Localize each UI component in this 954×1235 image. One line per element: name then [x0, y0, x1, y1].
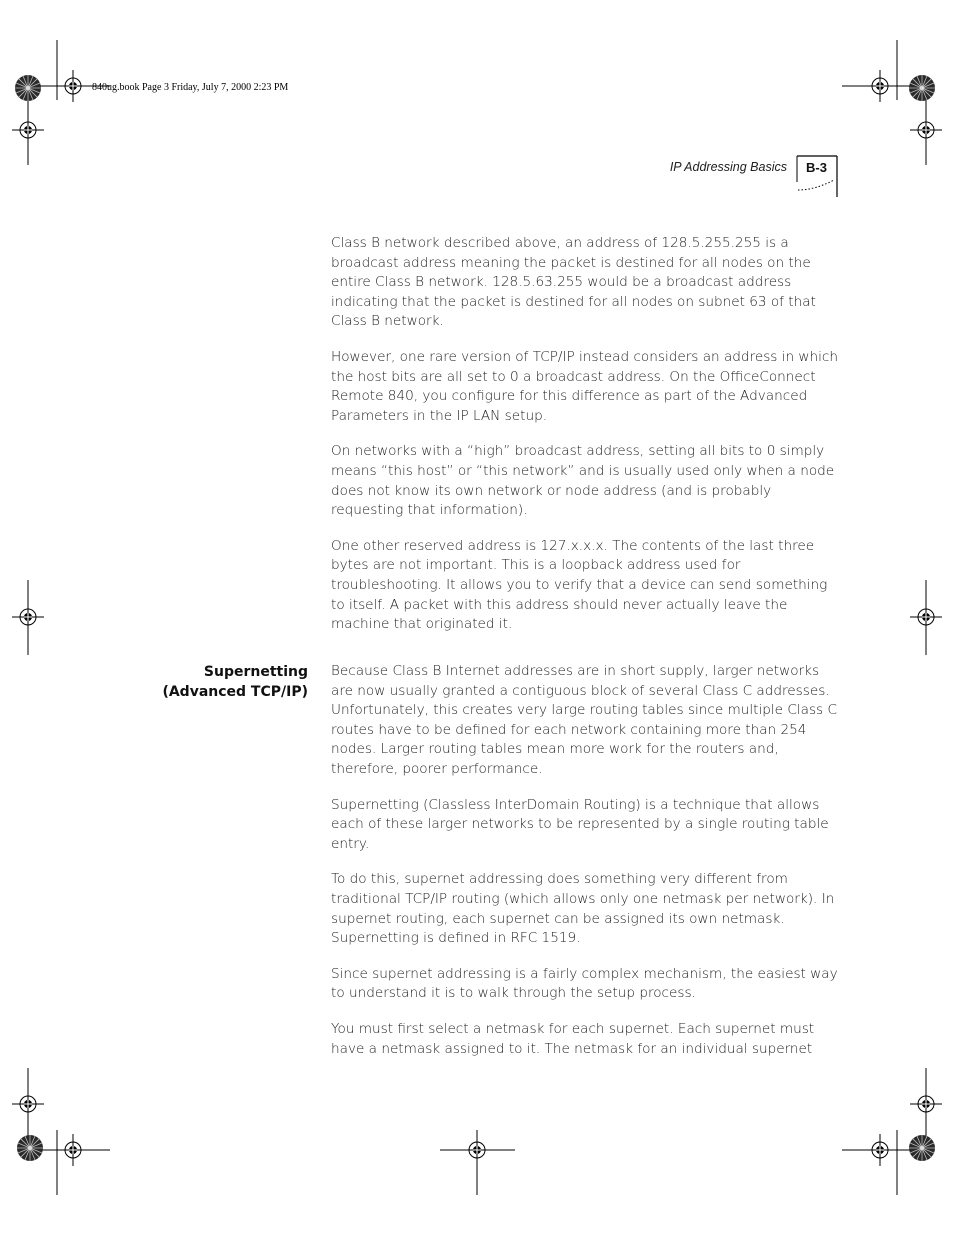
body-paragraph: One other reserved address is 127.x.x.x. The contents of the last three bytes are not important. This is a loopback address used for troubleshooting. It allows you to verify that a device can send something to itself. A packet with this address should never actually leave the machine that originated it. — [331, 537, 828, 633]
body-paragraph: Class B network described above, an address of 128.5.255.255 is a broadcast address meaning the packet is destined for all nodes on the entire Class B network. 128.5.63.255 would be a broadcast address indicating that the packet is destined for all nodes on subnet 63 of that Class B network. — [331, 235, 816, 330]
section-heading-line: (Advanced TCP/IP) — [162, 684, 308, 700]
body-paragraph: You must first select a netmask for each supernet. Each supernet must have a netmask assigned to it. The netmask for an individual supernet — [331, 1020, 815, 1057]
running-header-title: IP Addressing Basics — [669, 160, 787, 174]
body-text-top — [331, 234, 843, 651]
page-number: B-3 — [806, 160, 827, 175]
body-paragraph: Because Class B Internet addresses are in short supply, larger networks are now usually granted a contiguous block of several Class C addresses. Unfortunately, this creates very large routing tables since multiple Class C routes have to be defined for each network containing more than 254 nodes. Larger routing tables mean more work for the routers and, therefore, poorer performance. — [331, 663, 837, 777]
body-paragraph: On networks with a “high” broadcast address, setting all bits to 0 simply means “this host” or “this network” and is usually used only when a node does not know its own network or node address (and is probably requesting that information). — [331, 443, 835, 519]
print-slug: 840ug.book Page 3 Friday, July 7, 2000 2:23 PM — [92, 82, 289, 93]
section-heading-line: Supernetting — [203, 664, 308, 680]
body-text-supernetting — [331, 662, 843, 1075]
body-paragraph: However, one rare version of TCP/IP instead considers an address in which the host bits are all set to 0 a broadcast address. On the OfficeConnect Remote 840, you configure for this difference as part of the Advanced Parameters in the IP LAN setup. — [331, 348, 839, 424]
body-paragraph: To do this, supernet addressing does something very different from traditional TCP/IP routing (which allows only one netmask per network). In supernet routing, each supernet can be assigned its own netmask. Supernetting is defined in RFC 1519. — [331, 871, 835, 947]
section-heading — [120, 662, 308, 702]
body-paragraph: Since supernet addressing is a fairly complex mechanism, the easiest way to understand it is to walk through the setup process. — [331, 965, 838, 1002]
body-paragraph: Supernetting (Classless InterDomain Routing) is a technique that allows each of these larger networks to be represented by a single routing table entry. — [331, 796, 829, 852]
